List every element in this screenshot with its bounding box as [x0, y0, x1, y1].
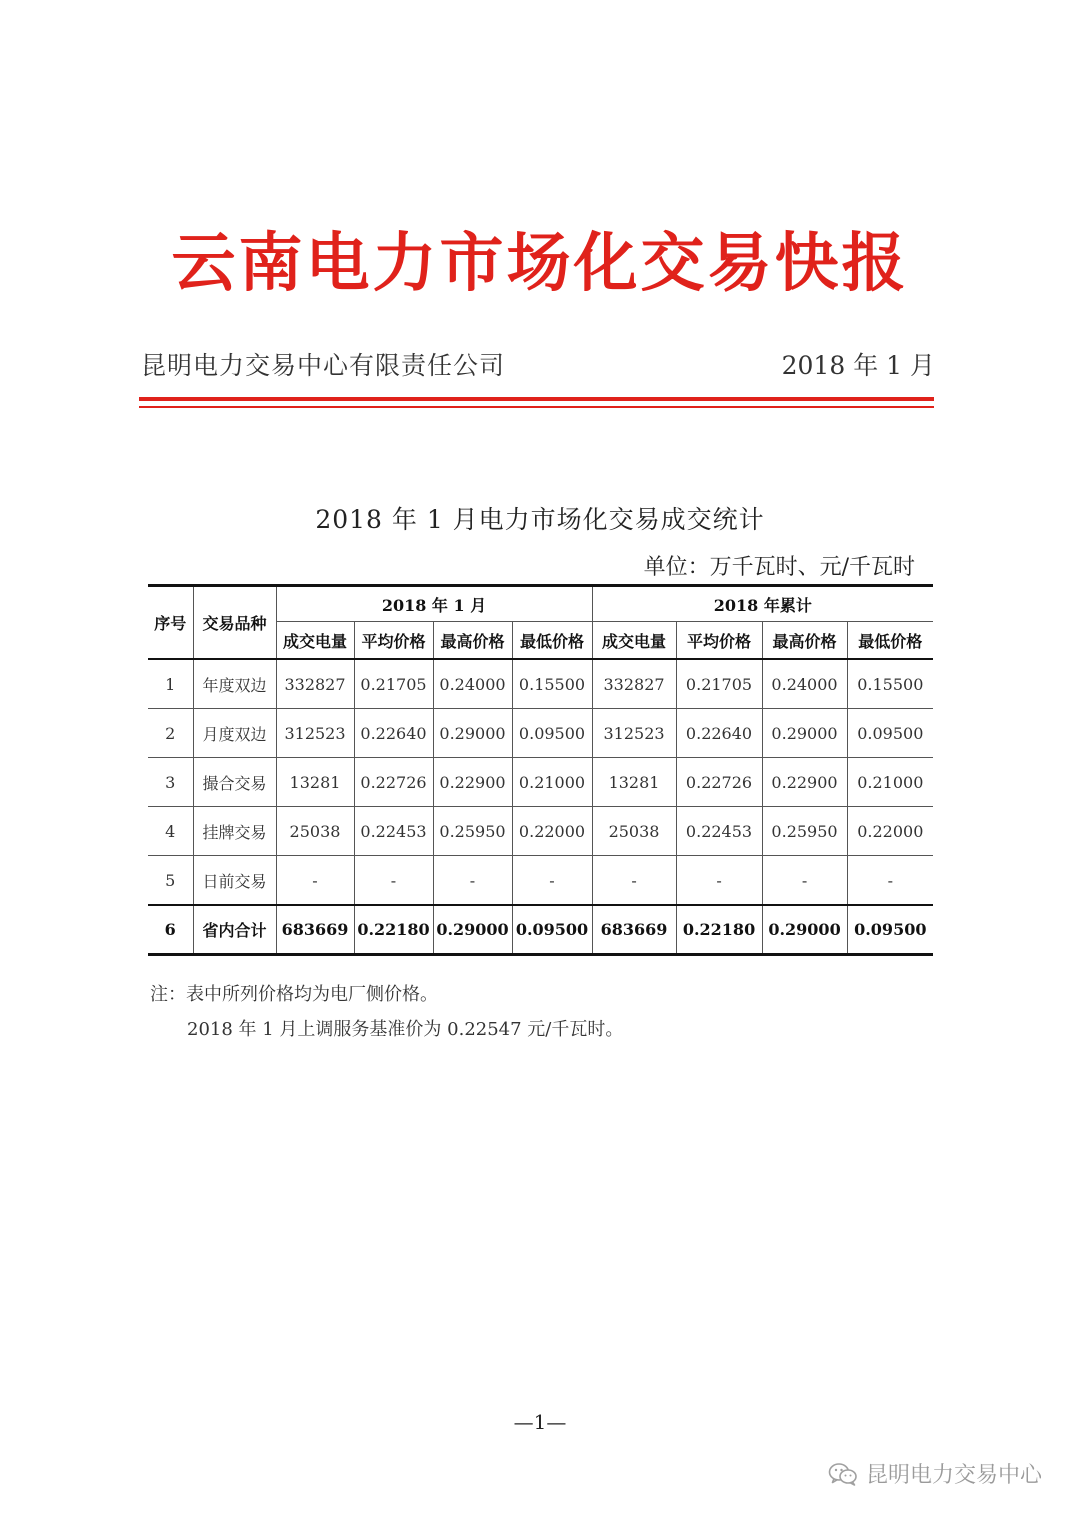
- cell: -: [354, 856, 433, 906]
- cell: -: [433, 856, 512, 906]
- cell: 13281: [592, 758, 676, 807]
- cell: 0.29000: [433, 905, 512, 953]
- cell: 0.22900: [433, 758, 512, 807]
- cell: 683669: [276, 905, 354, 953]
- table-title: 2018 年 1 月电力市场化交易成交统计: [315, 505, 765, 534]
- table-row: [148, 659, 933, 709]
- group-header-cumulative: 2018 年累计: [592, 587, 933, 622]
- col-header: 最高价格: [433, 622, 512, 660]
- cell: 25038: [276, 807, 354, 856]
- note-line-2: 2018 年 1 月上调服务基准价为 0.22547 元/千瓦时。: [187, 1019, 624, 1040]
- cell: 0.21705: [354, 659, 433, 709]
- cell: 13281: [276, 758, 354, 807]
- col-header: 成交电量: [276, 622, 354, 660]
- col-header: 最低价格: [512, 622, 592, 660]
- cell: 0.21705: [676, 659, 762, 709]
- table-total-row: [148, 905, 933, 953]
- cell: 0.22000: [847, 807, 933, 856]
- col-header: 平均价格: [354, 622, 433, 660]
- issue-date: 2018 年 1 月: [781, 351, 935, 380]
- cell: 0.24000: [433, 659, 512, 709]
- cell: -: [762, 856, 847, 906]
- note-line-1: 注：表中所列价格均为电厂侧价格。: [150, 984, 438, 1005]
- cell: 0.15500: [847, 659, 933, 709]
- cell-seq: 1: [148, 659, 193, 709]
- cell: 0.29000: [762, 709, 847, 758]
- cell: 683669: [592, 905, 676, 953]
- cell: 0.22000: [512, 807, 592, 856]
- cell: 0.22453: [354, 807, 433, 856]
- watermark-text: 昆明电力交易中心: [865, 1463, 1042, 1488]
- cell-type: 挂牌交易: [193, 807, 276, 856]
- col-header: 平均价格: [676, 622, 762, 660]
- watermark: [828, 1458, 1042, 1489]
- cell: 0.29000: [433, 709, 512, 758]
- cell: 0.25950: [762, 807, 847, 856]
- organization-name: 昆明电力交易中心有限责任公司: [141, 351, 506, 380]
- wechat-icon: [828, 1462, 858, 1486]
- cell: 0.22640: [676, 709, 762, 758]
- cell: 0.22453: [676, 807, 762, 856]
- cell: 0.21000: [847, 758, 933, 807]
- cell: 332827: [592, 659, 676, 709]
- cell: 332827: [276, 659, 354, 709]
- cell: 0.25950: [433, 807, 512, 856]
- header-row-groups: [148, 587, 933, 622]
- cell: -: [676, 856, 762, 906]
- col-header: 最高价格: [762, 622, 847, 660]
- cell-type: 省内合计: [193, 905, 276, 953]
- table-row: [148, 709, 933, 758]
- cell: 0.22180: [676, 905, 762, 953]
- cell: 312523: [592, 709, 676, 758]
- cell: 0.15500: [512, 659, 592, 709]
- unit-label: 单位：万千瓦时、元/千瓦时: [643, 555, 915, 580]
- col-header-type: 交易品种: [193, 587, 276, 659]
- col-header: 成交电量: [592, 622, 676, 660]
- cell-seq: 3: [148, 758, 193, 807]
- cell-seq: 4: [148, 807, 193, 856]
- cell: 25038: [592, 807, 676, 856]
- header-rule-thin: [139, 406, 934, 408]
- cell-type: 日前交易: [193, 856, 276, 906]
- cell: 0.24000: [762, 659, 847, 709]
- cell-type: 撮合交易: [193, 758, 276, 807]
- cell: 0.22900: [762, 758, 847, 807]
- cell: -: [592, 856, 676, 906]
- cell: -: [847, 856, 933, 906]
- group-header-month: 2018 年 1 月: [276, 587, 592, 622]
- table-row: [148, 807, 933, 856]
- col-header-seq: 序号: [148, 587, 193, 659]
- cell: 0.29000: [762, 905, 847, 953]
- statistics-table-frame: [148, 584, 933, 956]
- header-rule-thick: [139, 397, 934, 401]
- cell: 0.22726: [354, 758, 433, 807]
- cell: 312523: [276, 709, 354, 758]
- table-row: [148, 758, 933, 807]
- cell-type: 年度双边: [193, 659, 276, 709]
- col-header: 最低价格: [847, 622, 933, 660]
- cell: 0.22180: [354, 905, 433, 953]
- cell: -: [276, 856, 354, 906]
- cell: 0.09500: [512, 709, 592, 758]
- cell: 0.22640: [354, 709, 433, 758]
- cell: 0.09500: [512, 905, 592, 953]
- cell: 0.21000: [512, 758, 592, 807]
- cell-seq: 5: [148, 856, 193, 906]
- cell: -: [512, 856, 592, 906]
- cell: 0.09500: [847, 905, 933, 953]
- table-row: [148, 856, 933, 906]
- statistics-table: [148, 587, 933, 953]
- cell-type: 月度双边: [193, 709, 276, 758]
- cell-seq: 6: [148, 905, 193, 953]
- cell: 0.09500: [847, 709, 933, 758]
- cell: 0.22726: [676, 758, 762, 807]
- page-number: —1—: [513, 1410, 567, 1434]
- masthead-title: 云南电力市场化交易快报: [171, 227, 909, 301]
- cell-seq: 2: [148, 709, 193, 758]
